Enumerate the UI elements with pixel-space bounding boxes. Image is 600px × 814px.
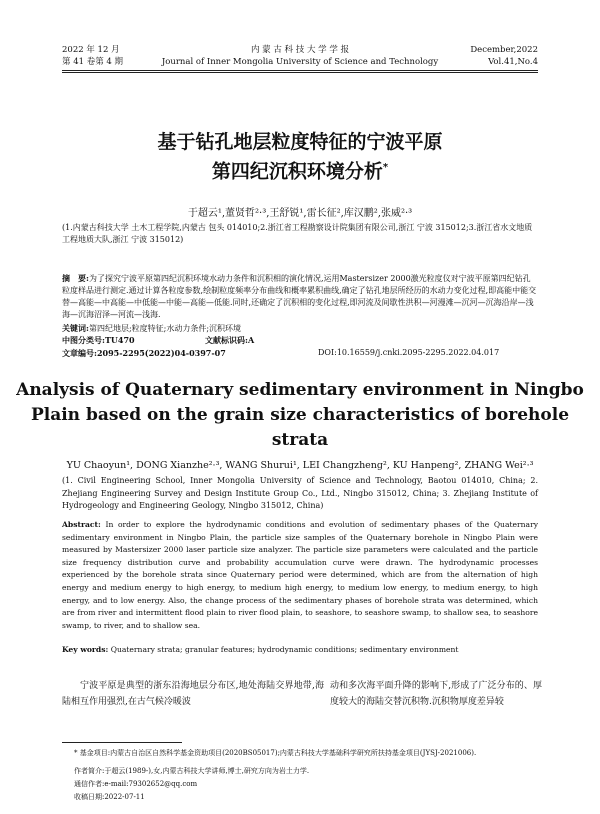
en-title — [0, 378, 600, 453]
en-abstract-text: In order to explore the hydrodynamic conditions and evolution of sedimentary phases of the Quaternary sedimentary environment in Ningbo Plain, the particle size samples of the Quaternary borehole in Ningbo Plain were measured by Mastersizer 2000 laser particle size analyzer. The particle size parameters were calculated and the particle size frequency distribution curve and probability accumulation curve were drawn. The hydrodynamic processes experienced by the borehole strata since Quaternary period were determined, which are from the alternation of high energy and medium energy to high energy, to medium high energy, to medium low energy, to medium energy, to high energy, and to low energy. Also, the change process of the sedimentary phases of borehole strata was determined, which are from river and intermittent flood plain to river flood plain, to seashore, to seashore swamp, to shallow sea, to seashore swamp, to river, and to shallow sea. — [62, 520, 538, 630]
footnote-received: 收稿日期:2022-07-11 — [74, 793, 145, 801]
cn-affiliation: (1.内蒙古科技大学 土木工程学院,内蒙古 包头 014010;2.浙江省工程勘察设计院集团有限公司,浙江 宁波 315012;3.浙江省水文地质工程地质大队,浙江 宁波 315012) — [62, 223, 533, 244]
header-volume: 第 41 卷第 4 期 — [62, 57, 124, 67]
doi: DOI:10.16559/j.cnki.2095-2295.2022.04.017 — [318, 348, 500, 357]
header-date-en: December,2022 — [470, 45, 538, 55]
header-volume-en: Vol.41,No.4 — [488, 57, 538, 67]
en-title-line2: Plain based on the grain size characteristics of borehole strata — [30, 405, 570, 450]
clc-number: 中图分类号:TU470 — [62, 335, 135, 345]
en-authors: YU Chaoyun¹, DONG Xianzhe²·³, WANG Shurui¹, LEI Changzheng², KU Hanpeng², ZHANG Wei²·³ — [66, 460, 534, 471]
en-keywords-text: Quaternary strata; granular features; hydrodynamic conditions; sedimentary environment — [110, 645, 459, 654]
article-id: 文章编号:2095-2295(2022)04-0397-07 — [62, 348, 226, 358]
header-rule — [62, 70, 538, 73]
cn-abstract-label: 摘 要: — [62, 273, 89, 283]
document-code: 文献标识码:A — [205, 335, 255, 345]
body-column-right: 动和多次海平面升降的影响下,形成了广泛分布的、厚度较大的海陆交替沉积物.沉积物厚度差异较 — [330, 681, 542, 707]
cn-title-line2-wrap — [0, 155, 600, 184]
en-affiliation: (1. Civil Engineering School, Inner Mongolia University of Science and Technology, Baotou 014010, China; 2. Zhejiang Engineering Survey and Design Institute Group Co., Ltd., Ningbo 315012, China; 3. Zhejiang Institute of Hydrogeology and Engineering Geology, Ningbo 315012, China) — [62, 476, 538, 510]
cn-keywords — [62, 322, 538, 335]
en-keywords-label: Key words: — [62, 645, 109, 654]
cn-title-line1: 基于钻孔地层粒度特征的宁波平原 — [157, 131, 443, 153]
cn-authors: 于超云¹,董贤哲²·³,王舒锐¹,雷长征²,库汉鹏²,张威²·³ — [187, 208, 413, 219]
cn-title-mark: * — [382, 162, 389, 173]
footnote-fund: * 基金项目:内蒙古自治区自然科学基金资助项目(2020BS05017);内蒙古科技大学基础科学研究所扶持基金项目(JYSJ-2021006). — [74, 749, 477, 757]
cn-abstract-text: 为了探究宁波平原第四纪沉积环境水动力条件和沉积相的演化情况,运用Mastersizer 2000激光粒度仪对宁波平原第四纪钻孔粒度样品进行测定.通过计算各粒度参数,绘制粒度频率分布曲线和概率累积曲线,确定了钻孔地层所经历的水动力变化过程,即高能中能交替—高能—中高能—中低能—中能—高能—低能.同时,还确定了沉积相的变化过程,即河流及间歇性洪积—河漫滩—沉河—沉海沿岸—浅海—沉海沼泽—河流—浅海. — [62, 274, 537, 319]
footnote-email: 通信作者:e-mail:79302652@qq.com — [74, 780, 198, 788]
body-column-left: 宁波平原是典型的浙东沿海地层分布区,地处海陆交界地带,海陆相互作用强烈,在古气候冷暖波 — [62, 681, 324, 707]
cn-title-line2: 第四纪沉积环境分析 — [211, 160, 383, 183]
cn-title — [0, 130, 600, 184]
header-center — [62, 44, 538, 68]
journal-name-cn: 内 蒙 古 科 技 大 学 学 报 — [250, 45, 350, 55]
header-date: 2022 年 12 月 — [62, 45, 120, 55]
journal-name-en: Journal of Inner Mongolia University of Science and Technology — [161, 57, 439, 67]
cn-abstract — [62, 272, 538, 321]
en-abstract — [62, 519, 538, 632]
header-right — [470, 44, 538, 68]
cn-keywords-label: 关键词: — [62, 323, 89, 333]
footnote-rule — [62, 742, 182, 743]
en-title-line1: Analysis of Quaternary sedimentary environment in Ningbo — [16, 380, 584, 400]
cn-keywords-text: 第四纪地层;粒度特征;水动力条件;沉积环境 — [88, 324, 242, 333]
en-keywords — [62, 644, 538, 656]
footnote-author: 作者简介:于超云(1989-),女,内蒙古科技大学讲师,博士,研究方向为岩土力学. — [74, 767, 310, 775]
en-abstract-label: Abstract: — [62, 520, 101, 529]
